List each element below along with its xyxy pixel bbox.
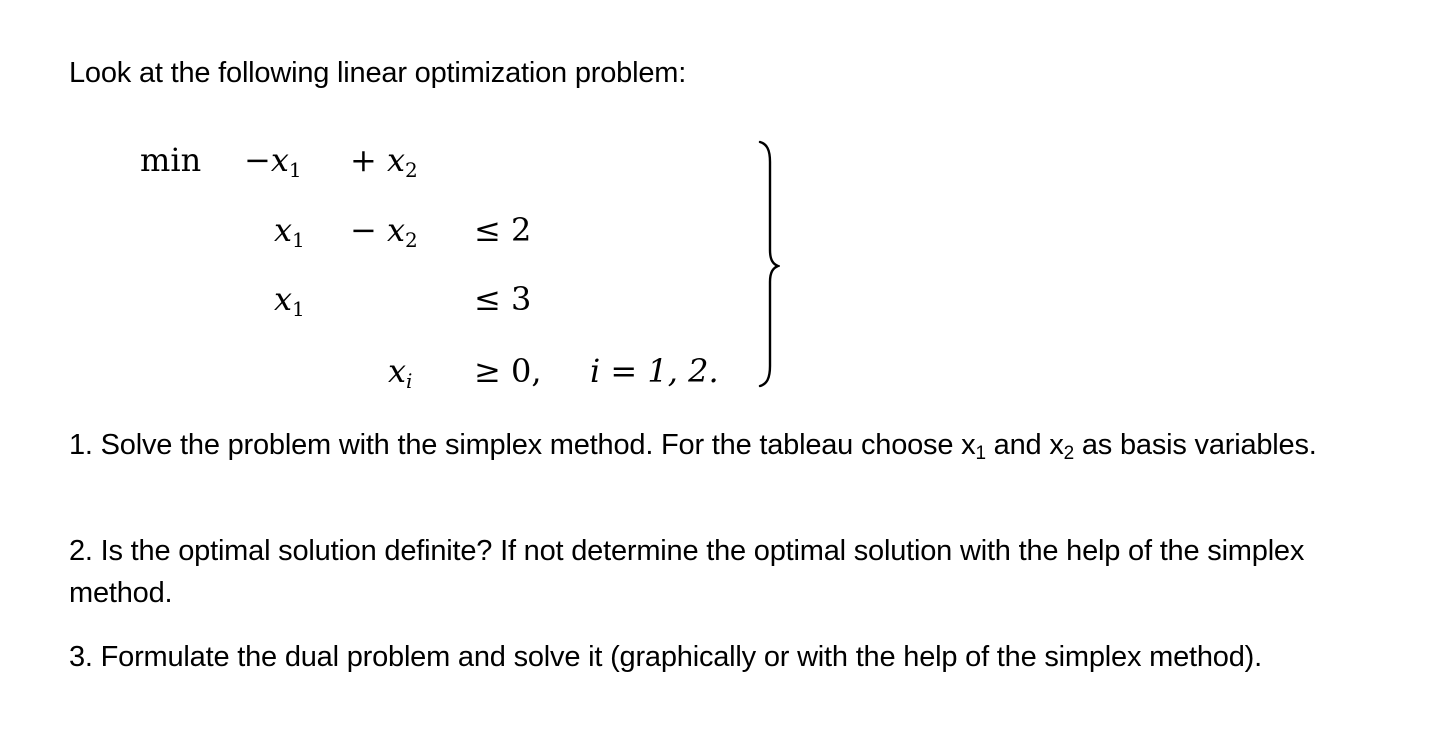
objective-term1: $-x_1$ — [244, 141, 302, 182]
constraint2-relation: ≤ 3 — [474, 280, 532, 318]
question-2: 2. Is the optimal solution definite? If not determine the optimal solution with the help of the simplex method. — [69, 535, 1305, 609]
nonneg-var: $x_i$ — [388, 352, 413, 393]
question-3: 3. Formulate the dual problem and solve it (graphically or with the help of the simplex method). — [69, 641, 1262, 673]
constraint1-relation: ≤ 2 — [474, 211, 532, 249]
objective-keyword: min — [140, 141, 202, 179]
constraint1-term1: $x_1$ — [274, 211, 305, 252]
nonneg-index: i = 1, 2. — [590, 352, 719, 390]
intro-text: Look at the following linear optimization problem: — [69, 57, 687, 89]
objective-term2: + $x_2$ — [350, 141, 418, 182]
right-brace — [740, 138, 780, 390]
constraint2-term1: $x_1$ — [274, 280, 305, 321]
nonneg-relation: ≥ 0, — [474, 352, 542, 390]
constraint1-term2: − $x_2$ — [350, 211, 418, 252]
question-1: 1. Solve the problem with the simplex method. For the tableau choose $x_1$ and $x_2$ as basis variables. — [69, 429, 1317, 464]
